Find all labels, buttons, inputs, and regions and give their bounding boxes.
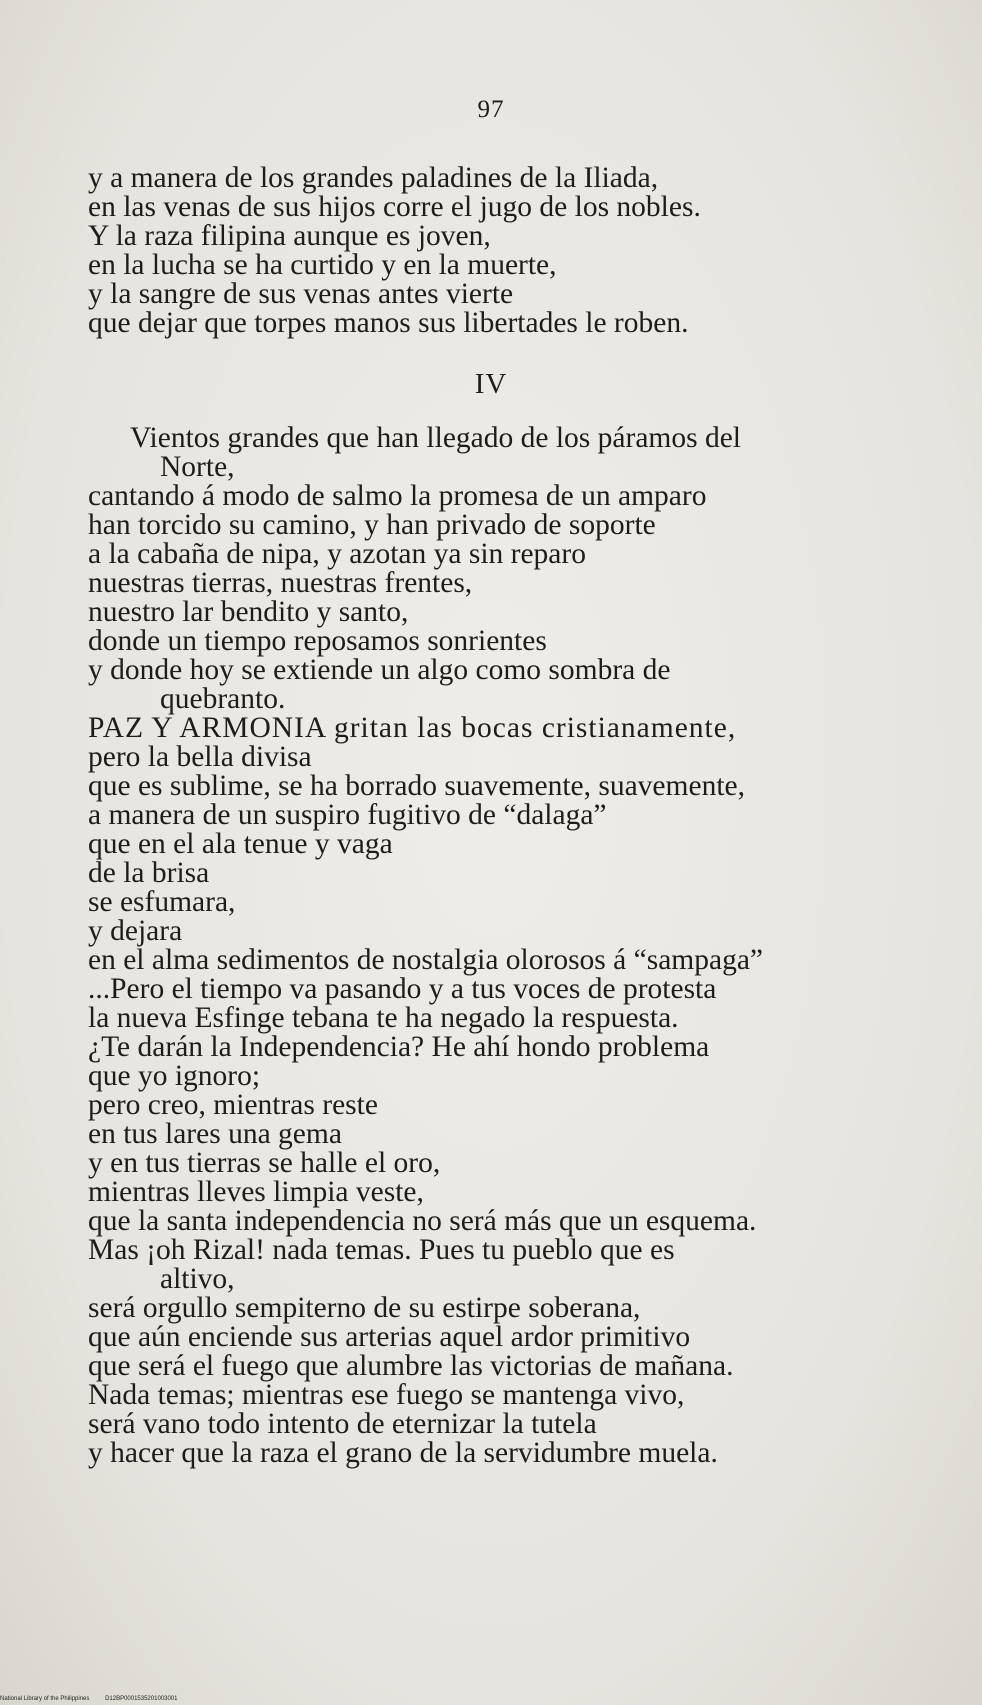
- verse-line: en las venas de sus hijos corre el jugo de los nobles.: [88, 191, 701, 223]
- verse-line: en el alma sedimentos de nostalgia olorosos á “sampaga”: [88, 944, 764, 976]
- verse-line: que es sublime, se ha borrado suavemente, suavemente,: [88, 770, 745, 802]
- verse-line: a manera de un suspiro fugitivo de “dalaga”: [88, 799, 607, 831]
- section-heading: IV: [474, 368, 508, 400]
- footer-identifier: D12BP0001535201003001: [105, 1696, 178, 1702]
- verse-line: y a manera de los grandes paladines de la Iliada,: [88, 162, 659, 194]
- verse-line: nuestras tierras, nuestras frentes,: [88, 567, 473, 599]
- verse-line: nuestro lar bendito y santo,: [88, 596, 409, 628]
- stanza-one: [88, 164, 948, 338]
- verse-line: será vano todo intento de eternizar la tutela: [88, 1408, 597, 1440]
- verse-line-continuation: Norte,: [160, 451, 235, 483]
- verse-line: y la sangre de sus venas antes vierte: [88, 278, 514, 310]
- verse-line: que dejar que torpes manos sus libertades le roben.: [88, 307, 689, 339]
- verse-line: y en tus tierras se halle el oro,: [88, 1147, 441, 1179]
- verse-line: Vientos grandes que han llegado de los páramos del: [130, 422, 742, 454]
- verse-line: Y la raza filipina aunque es joven,: [88, 220, 491, 252]
- verse-line: que yo ignoro;: [88, 1060, 261, 1092]
- verse-line: y dejara: [88, 915, 183, 947]
- verse-line: la nueva Esfinge tebana te ha negado la respuesta.: [88, 1002, 679, 1034]
- verse-line: y donde hoy se extiende un algo como sombra de: [88, 654, 671, 686]
- verse-line: PAZ Y ARMONIA gritan las bocas cristianamente,: [88, 712, 737, 744]
- verse-line: que será el fuego que alumbre las victorias de mañana.: [88, 1350, 734, 1382]
- verse-line: Mas ¡oh Rizal! nada temas. Pues tu pueblo que es: [88, 1234, 675, 1266]
- verse-line-continuation: altivo,: [160, 1263, 235, 1295]
- footer-library: National Library of the Philippines: [0, 1696, 90, 1702]
- verse-line: han torcido su camino, y han privado de soporte: [88, 509, 656, 541]
- verse-line: cantando á modo de salmo la promesa de un amparo: [88, 480, 707, 512]
- verse-line: de la brisa: [88, 857, 210, 889]
- verse-line-continuation: quebranto.: [160, 683, 286, 715]
- verse-line: que aún enciende sus arterias aquel ardor primitivo: [88, 1321, 691, 1353]
- verse-line: mientras lleves limpia veste,: [88, 1176, 424, 1208]
- verse-line: a la cabaña de nipa, y azotan ya sin reparo: [88, 538, 586, 570]
- scan-footer: [0, 1696, 191, 1702]
- verse-line: en la lucha se ha curtido y en la muerte,: [88, 249, 557, 281]
- verse-line: donde un tiempo reposamos sonrientes: [88, 625, 547, 657]
- verse-line: pero creo, mientras reste: [88, 1089, 378, 1121]
- verse-line: se esfumara,: [88, 886, 236, 918]
- verse-line: y hacer que la raza el grano de la servidumbre muela.: [88, 1437, 718, 1469]
- verse-line: será orgullo sempiterno de su estirpe soberana,: [88, 1292, 641, 1324]
- verse-line: pero la bella divisa: [88, 741, 312, 773]
- verse-line: que la santa independencia no será más que un esquema.: [88, 1205, 757, 1237]
- verse-line: ¿Te darán la Independencia? He ahí hondo problema: [88, 1031, 710, 1063]
- verse-line: que en el ala tenue y vaga: [88, 828, 393, 860]
- page-number: 97: [477, 96, 505, 123]
- stanza-two: [88, 424, 948, 1468]
- verse-line: ...Pero el tiempo va pasando y a tus voces de protesta: [88, 973, 717, 1005]
- verse-line: Nada temas; mientras ese fuego se mantenga vivo,: [88, 1379, 685, 1411]
- verse-line: en tus lares una gema: [88, 1118, 342, 1150]
